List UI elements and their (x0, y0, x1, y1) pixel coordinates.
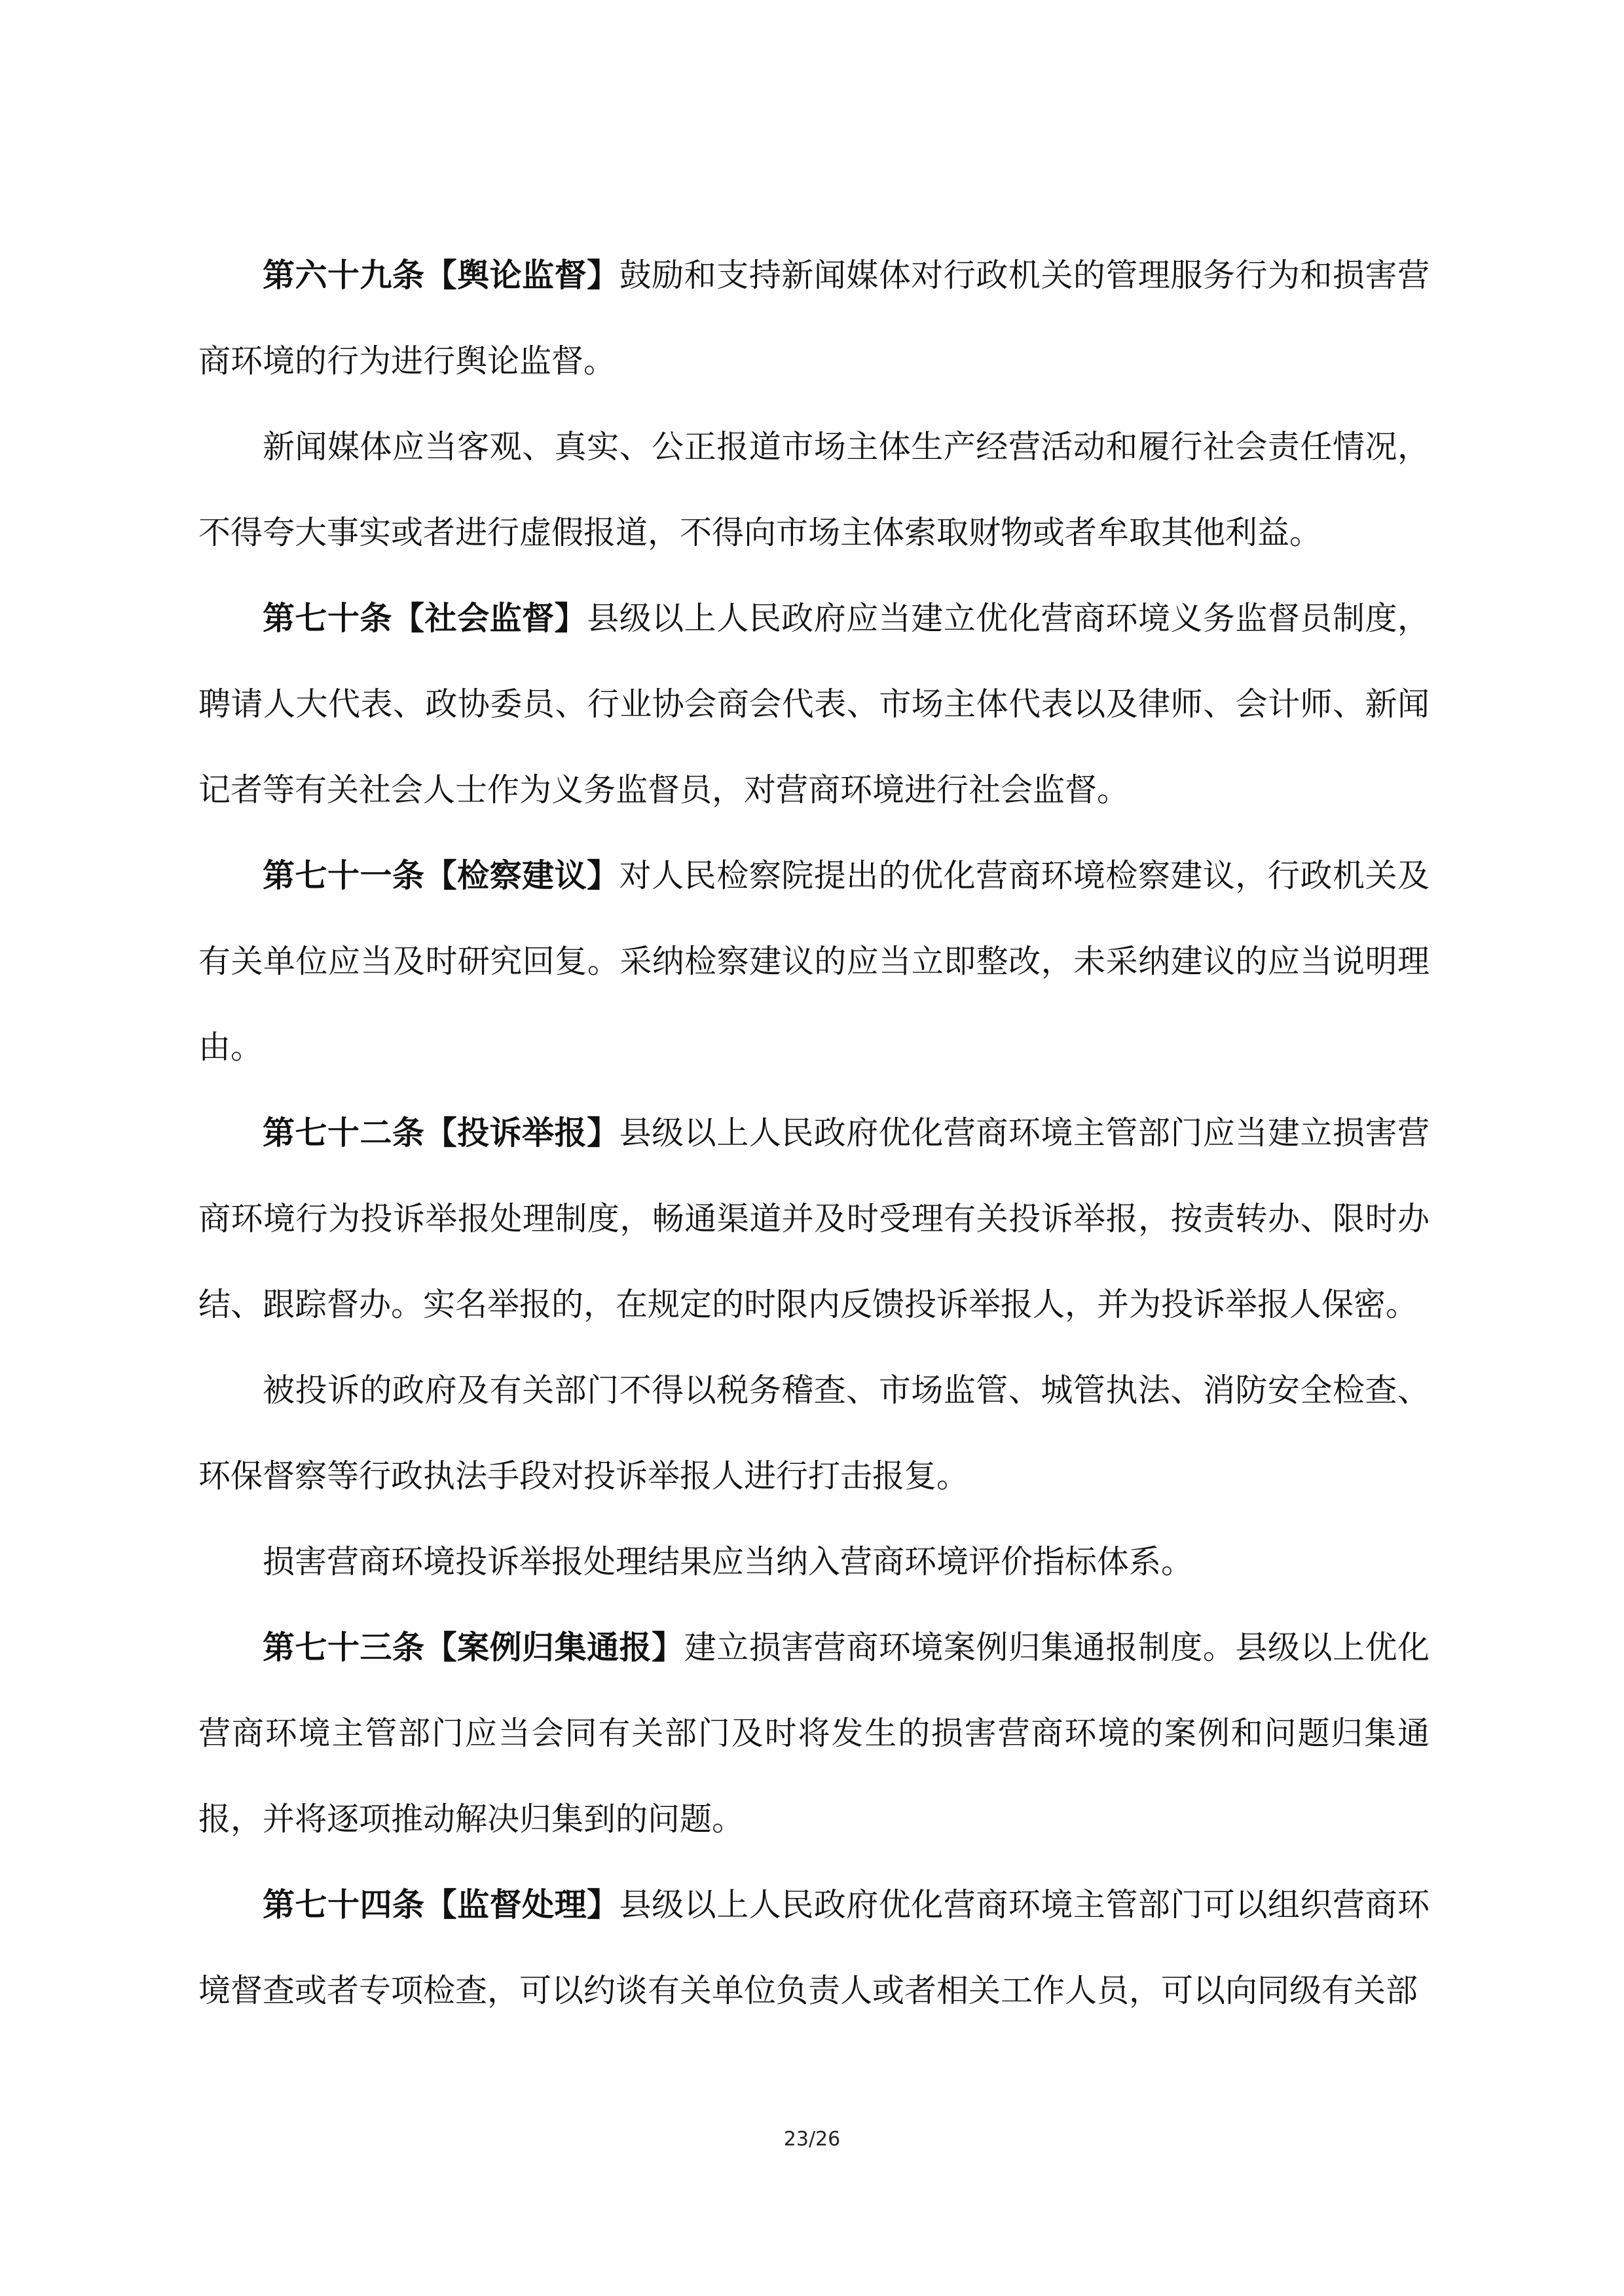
article-text: 鼓励和支持新闻媒体对行政机关的管理服务行为和损害营商环境的行为进行舆论监督。 (198, 257, 1430, 380)
article-text: 被投诉的政府及有关部门不得以税务稽查、市场监管、城管执法、消防安全检查、环保督察等行政执法手段对投诉举报人进行打击报复。 (198, 1372, 1430, 1495)
article-74-paragraph (198, 1862, 1430, 2033)
article-heading: 第六十九条【舆论监督】 (263, 257, 619, 294)
article-heading: 第七十三条【案例归集通报】 (263, 1629, 684, 1666)
page-number: 23/26 (783, 2128, 841, 2151)
article-text: 损害营商环境投诉举报处理结果应当纳入营商环境评价指标体系。 (263, 1543, 1194, 1580)
article-text: 新闻媒体应当客观、真实、公正报道市场主体生产经营活动和履行社会责任情况，不得夸大事实或者进行虚假报道，不得向市场主体索取财物或者牟取其他利益。 (198, 428, 1430, 551)
article-text: 县级以上人民政府优化营商环境主管部门可以组织营商环境督查或者专项检查，可以约谈有关单位负责人或者相关工作人员，可以向同级有关部 (198, 1886, 1430, 2009)
article-72-paragraph-3 (198, 1519, 1430, 1605)
article-text: 县级以上人民政府优化营商环境主管部门应当建立损害营商环境行为投诉举报处理制度，畅通渠道并及时受理有关投诉举报，按责转办、限时办结、跟踪督办。实名举报的，在规定的时限内反馈投诉举报人，并为投诉举报人保密。 (198, 1114, 1430, 1323)
document-body (198, 232, 1430, 2033)
article-69-paragraph-2 (198, 404, 1430, 575)
article-71-paragraph (198, 833, 1430, 1090)
article-text: 县级以上人民政府应当建立优化营商环境义务监督员制度，聘请人大代表、政协委员、行业协会商会代表、市场主体代表以及律师、会计师、新闻记者等有关社会人士作为义务监督员，对营商环境进行社会监督。 (198, 600, 1430, 809)
article-69-paragraph (198, 232, 1430, 404)
article-heading: 第七十四条【监督处理】 (263, 1886, 619, 1923)
article-73-paragraph (198, 1605, 1430, 1862)
article-72-paragraph (198, 1090, 1430, 1347)
article-text: 对人民检察院提出的优化营商环境检察建议，行政机关及有关单位应当及时研究回复。采纳检察建议的应当立即整改，未采纳建议的应当说明理由。 (198, 857, 1430, 1066)
article-72-paragraph-2 (198, 1347, 1430, 1519)
article-heading: 第七十二条【投诉举报】 (263, 1114, 619, 1152)
article-heading: 第七十条【社会监督】 (263, 600, 587, 637)
article-text: 建立损害营商环境案例归集通报制度。县级以上优化营商环境主管部门应当会同有关部门及时将发生的损害营商环境的案例和问题归集通报，并将逐项推动解决归集到的问题。 (198, 1629, 1430, 1838)
article-heading: 第七十一条【检察建议】 (263, 857, 619, 894)
article-70-paragraph (198, 575, 1430, 833)
